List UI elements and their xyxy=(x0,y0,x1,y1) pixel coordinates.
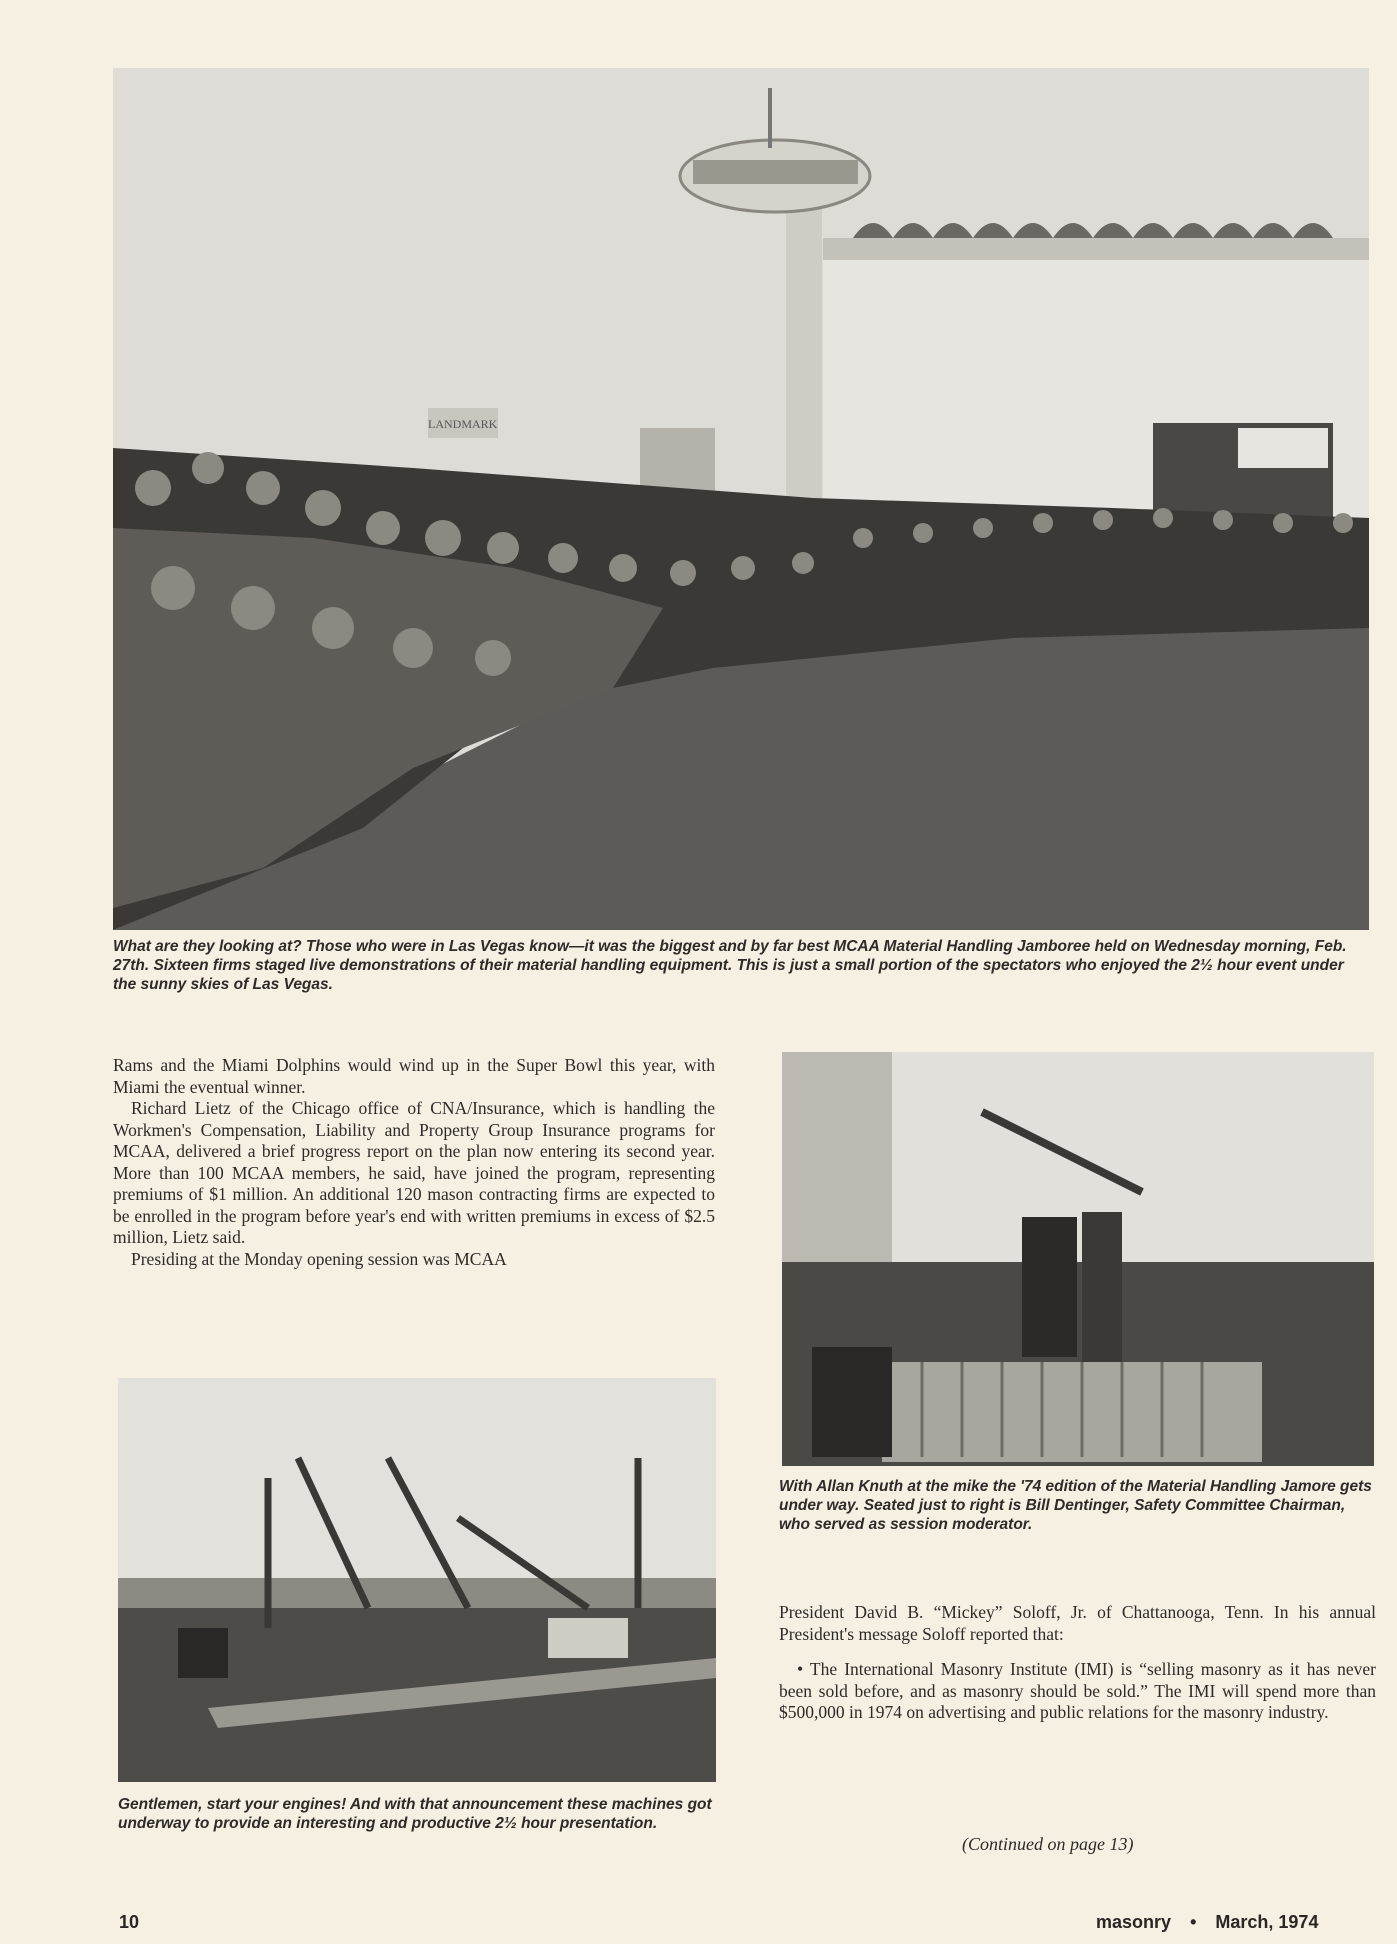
left-paragraph-3: Presiding at the Monday opening session was MCAA xyxy=(131,1248,507,1269)
landmark-sign: LANDMARK xyxy=(428,417,498,431)
main-photo-caption: What are they looking at? Those who were in Las Vegas know—it was the biggest and by far best MCAA Material Handling Jamboree held on Wednesday morning, Feb. 27th. Sixteen firms staged live demonstrations of their material handling equipment. This is just a small portion of the spectators who enjoyed the 2½ hour event under the sunny skies of Las Vegas. xyxy=(113,938,1347,993)
right-column-text xyxy=(779,1602,1376,1724)
left-column-text xyxy=(113,1055,715,1270)
footer-bullet: • xyxy=(1190,1912,1197,1932)
machines-photo-caption: Gentlemen, start your engines! And with that announcement these machines got underway to provide an interesting and productive 2½ hour presentation. xyxy=(118,1796,712,1832)
speaker-photo xyxy=(782,1052,1374,1466)
publication-name: masonry xyxy=(1096,1912,1172,1932)
left-paragraph-2: Richard Lietz of the Chicago office of CNA/Insurance, which is handling the Workmen's Compensation, Liability and Property Group Insurance programs for MCAA, delivered a brief progress report on the plan now entering its second year. More than 100 MCAA members, he said, have joined the program, representing premiums of $1 million. An additional 120 mason contracting firms are expected to be enrolled in the program before year's end with written premiums in excess of $2.5 million, Lietz said. xyxy=(113,1098,715,1247)
left-paragraph-1: Rams and the Miami Dolphins would wind up in the Super Bowl this year, with Miami the eventual winner. xyxy=(113,1055,715,1097)
machines-photo xyxy=(118,1378,716,1782)
crowd-scene xyxy=(113,68,1369,930)
speaker-scene xyxy=(782,1052,1374,1466)
issue-date: March, 1974 xyxy=(1215,1912,1319,1932)
continued-note: (Continued on page 13) xyxy=(962,1834,1134,1854)
speaker-photo-caption: With Allan Knuth at the mike the '74 edition of the Material Handling Jamore gets under way. Seated just to right is Bill Dentinger, Safety Committee Chairman, who served as session moderator. xyxy=(779,1478,1372,1533)
page-number: 10 xyxy=(119,1912,140,1932)
footer-publication xyxy=(1096,1912,1318,1933)
right-paragraph-2: • The International Masonry Institute (IMI) is “selling masonry as it has never been sold before, and as masonry should be sold.” The IMI will spend more than $500,000 in 1974 on advertising and public relations for the masonry industry. xyxy=(779,1659,1376,1722)
main-photo-crowd xyxy=(113,68,1369,930)
machines-scene xyxy=(118,1378,716,1782)
right-paragraph-1: President David B. “Mickey” Soloff, Jr. of Chattanooga, Tenn. In his annual President's message Soloff reported that: xyxy=(779,1602,1376,1644)
